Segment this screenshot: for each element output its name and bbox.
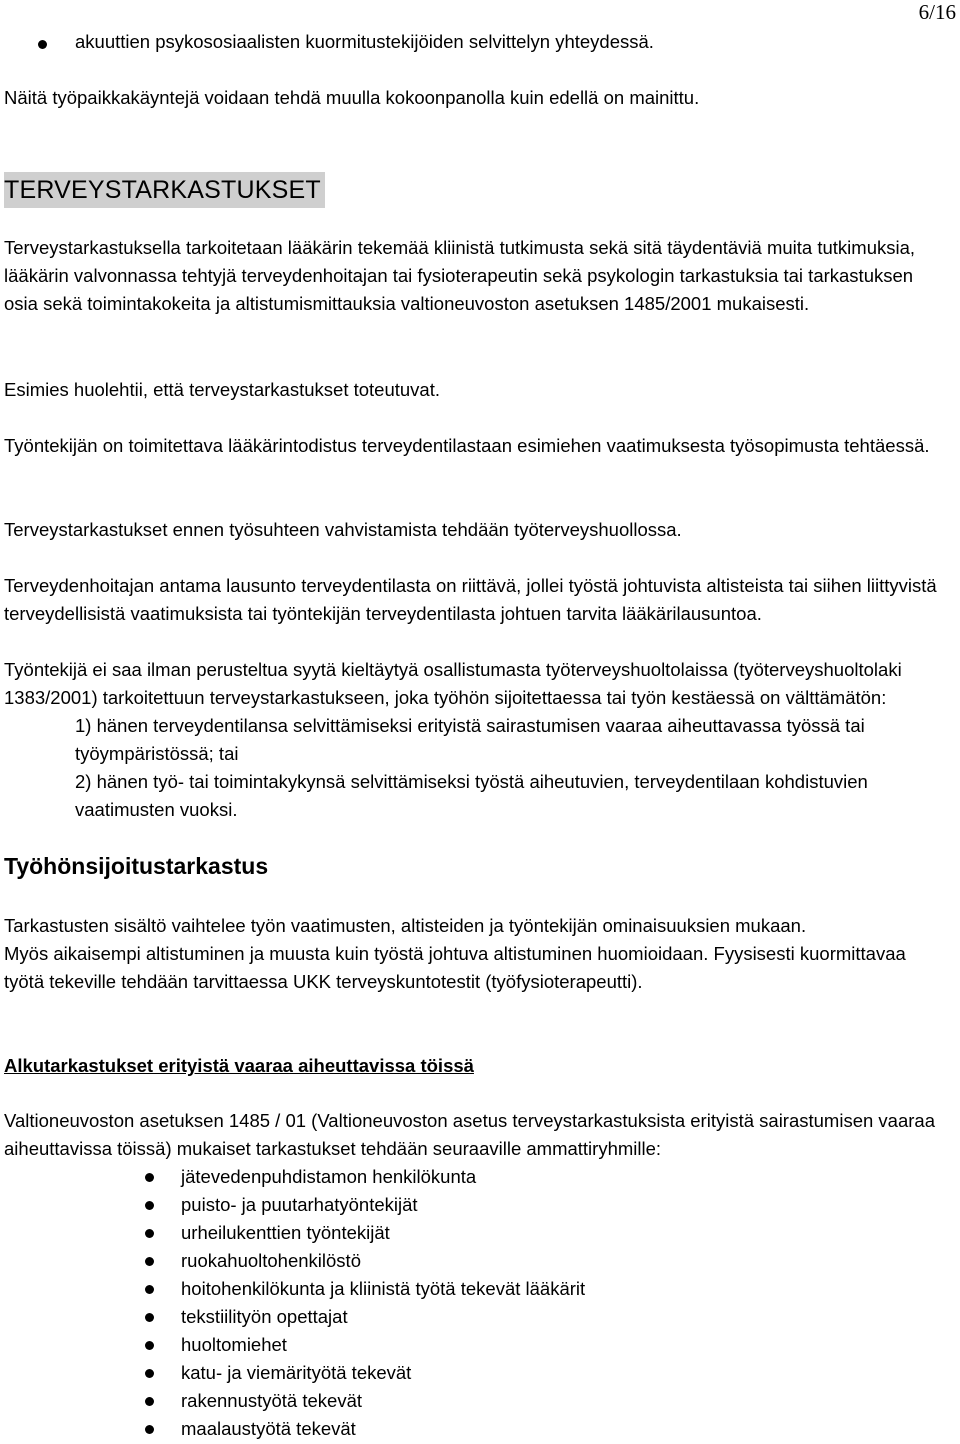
- list-item: puisto- ja puutarhatyöntekijät: [0, 1191, 585, 1219]
- bullet-icon: [145, 1173, 154, 1182]
- list-item: huoltomiehet: [0, 1331, 585, 1359]
- bullet-icon: [145, 1341, 154, 1350]
- bullet-icon: [145, 1257, 154, 1266]
- list-item: hoitohenkilökunta ja kliinistä työtä tekevät lääkärit: [0, 1275, 585, 1303]
- list-item: katu- ja viemärityötä tekevät: [0, 1359, 585, 1387]
- bullet-icon: [38, 40, 47, 49]
- list-item: tekstiilityön opettajat: [0, 1303, 585, 1331]
- list-item: rakennustyötä tekevät: [0, 1387, 585, 1415]
- numbered-item-2: 2) hänen työ- tai toimintakykynsä selvittämiseksi työstä aiheutuvien, terveydentilaan kohdistuvien vaatimusten vuoksi.: [75, 771, 868, 820]
- placement-text-1: Tarkastusten sisältö vaihtelee työn vaatimusten, altisteiden ja työntekijän ominaisuuksien mukaan.: [4, 915, 807, 936]
- numbered-item-1: 1) hänen terveydentilansa selvittämiseksi erityistä sairastumisen vaaraa aiheuttavassa työssä tai työympäristössä; tai: [75, 715, 865, 764]
- initial-examinations-text: Valtioneuvoston asetuksen 1485 / 01 (Valtioneuvoston asetus terveystarkastuksista erityistä sairastumisen vaaraa aiheuttavissa töissä) mukaiset tarkastukset tehdään seuraaville ammattiryhmille:: [4, 1110, 935, 1159]
- heading-placement-examination: Työhönsijoitustarkastus: [4, 853, 269, 879]
- paragraph-refusal: Työntekijä ei saa ilman perusteltua syytä kieltäytyä osallistumasta työterveyshuoltolaissa (työterveyshuoltolaki 1383/2001) tarkoitettuun terveystarkastukseen, joka työhön sijoitettaessa tai työn kestäessä on välttämätön:: [4, 659, 902, 708]
- paragraph-before-employment: Terveystarkastukset ennen työsuhteen vahvistamista tehdään työterveyshuollossa.: [4, 519, 682, 540]
- bullet-icon: [145, 1285, 154, 1294]
- bullet-icon: [145, 1425, 154, 1434]
- intro-line: Näitä työpaikkakäyntejä voidaan tehdä muulla kokoonpanolla kuin edellä on mainittu.: [4, 87, 700, 108]
- paragraph-definition: Terveystarkastuksella tarkoitetaan lääkärin tekemää kliinistä tutkimusta sekä sitä täydentäviä muita tutkimuksia, lääkärin valvonnassa tehtyjä terveydenhoitajan tai fysioterapeutin sekä psykologin tarkastuksia tai tarkastuksen osia sekä toimintakokeita ja altistumismittauksia valtioneuvoston asetuksen 1485/2001 mukaisesti.: [4, 237, 916, 314]
- bullet-icon: [145, 1313, 154, 1322]
- list-item: ruokahuoltohenkilöstö: [0, 1247, 585, 1275]
- bullet-icon: [145, 1201, 154, 1210]
- occupational-groups-list: [0, 1163, 585, 1443]
- bullet-icon: [145, 1369, 154, 1378]
- paragraph-supervisor: Esimies huolehtii, että terveystarkastukset toteutuvat.: [4, 379, 440, 400]
- heading-initial-examinations: Alkutarkastukset erityistä vaaraa aiheuttavissa töissä: [4, 1055, 474, 1076]
- bullet-icon: [145, 1229, 154, 1238]
- top-bullet-text: akuuttien psykososiaalisten kuormitustekijöiden selvittelyn yhteydessä.: [75, 31, 654, 52]
- placement-text-2: Myös aikaisempi altistuminen ja muusta kuin työstä johtuva altistuminen huomioidaan. Fyysisesti kuormittavaa työtä tekeville tehdään tarvittaessa UKK terveyskuntotestit (työfysioterapeutti).: [4, 943, 906, 992]
- list-item: maalaustyötä tekevät: [0, 1415, 585, 1443]
- section-title: TERVEYSTARKASTUKSET: [4, 172, 325, 208]
- paragraph-nurse-statement: Terveydenhoitajan antama lausunto terveydentilasta on riittävä, jollei työstä johtuvista altisteista tai siihen liittyvistä terveydellisistä vaatimuksista tai työntekijän terveydentilasta johtuen tarvita lääkärilausuntoa.: [4, 575, 937, 624]
- bullet-icon: [145, 1397, 154, 1406]
- list-item: jätevedenpuhdistamon henkilökunta: [0, 1163, 585, 1191]
- paragraph-certificate: Työntekijän on toimitettava lääkärintodistus terveydentilastaan esimiehen vaatimuksesta työsopimusta tehtäessä.: [4, 435, 930, 456]
- list-item: urheilukenttien työntekijät: [0, 1219, 585, 1247]
- page-number: 6/16: [918, 0, 956, 24]
